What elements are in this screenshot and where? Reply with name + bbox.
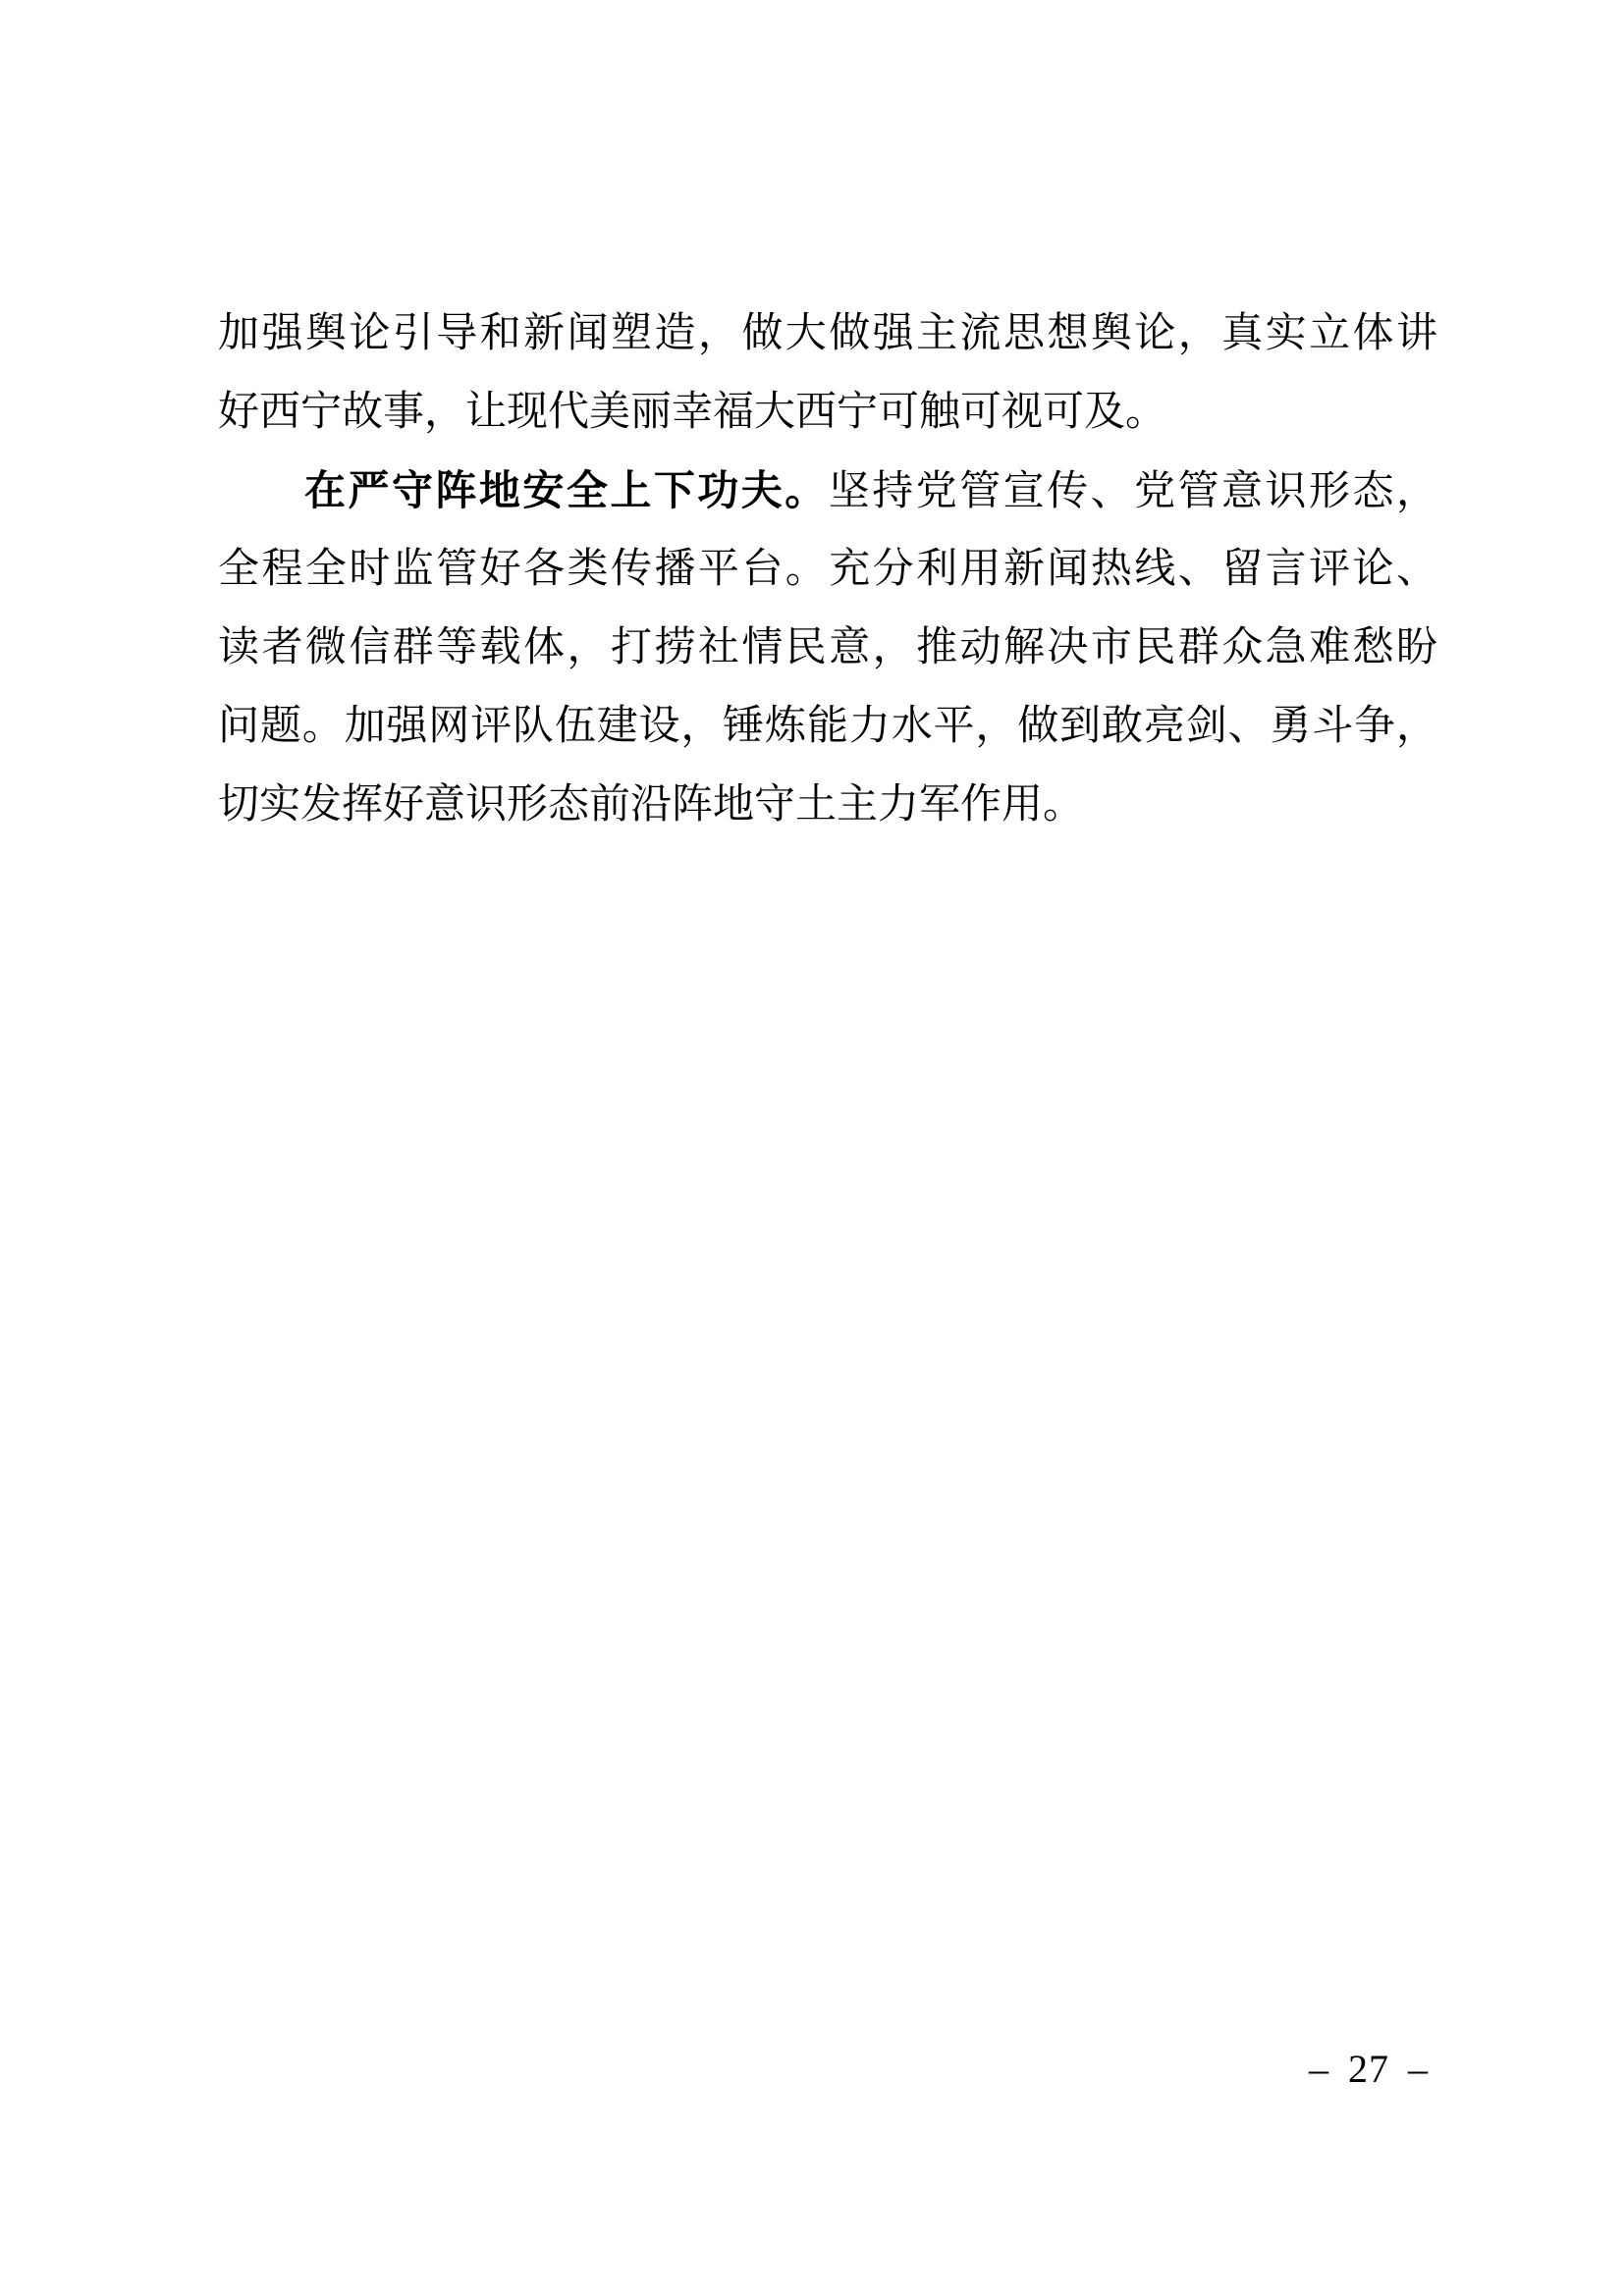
body-line-text: 加强舆论引导和新闻塑造，做大做强主流思想舆论，真实立体讲: [218, 311, 1437, 356]
body-line-text: 问题。加强网评队伍建设，锤炼能力水平，做到敢亮剑、勇斗争，: [218, 704, 1437, 749]
body-line: [218, 609, 1437, 687]
page-number: – 27 –: [1309, 2047, 1429, 2091]
body-line-text: 坚持党管宣传、党管意识形态，: [828, 469, 1437, 514]
body-line: [218, 530, 1437, 609]
body-line: [218, 373, 1437, 452]
paragraph-lead-bold: 在严守阵地安全上下功夫。: [304, 467, 829, 513]
body-line-text: 读者微信群等载体，打捞社情民意，推动解决市民群众急难愁盼: [218, 625, 1437, 670]
body-line-text: 好西宁故事，让现代美丽幸福大西宁可触可视可及。: [218, 390, 1167, 435]
body-line: [218, 452, 1437, 530]
body-line-text: 切实发挥好意识形态前沿阵地守土主力军作用。: [218, 782, 1085, 828]
body-line-text: 全程全时监管好各类传播平台。充分利用新闻热线、留言评论、: [218, 547, 1437, 592]
body-line: [218, 294, 1437, 373]
body-line: [218, 766, 1437, 844]
body-line: [218, 687, 1437, 766]
body-text-block: [218, 294, 1437, 844]
